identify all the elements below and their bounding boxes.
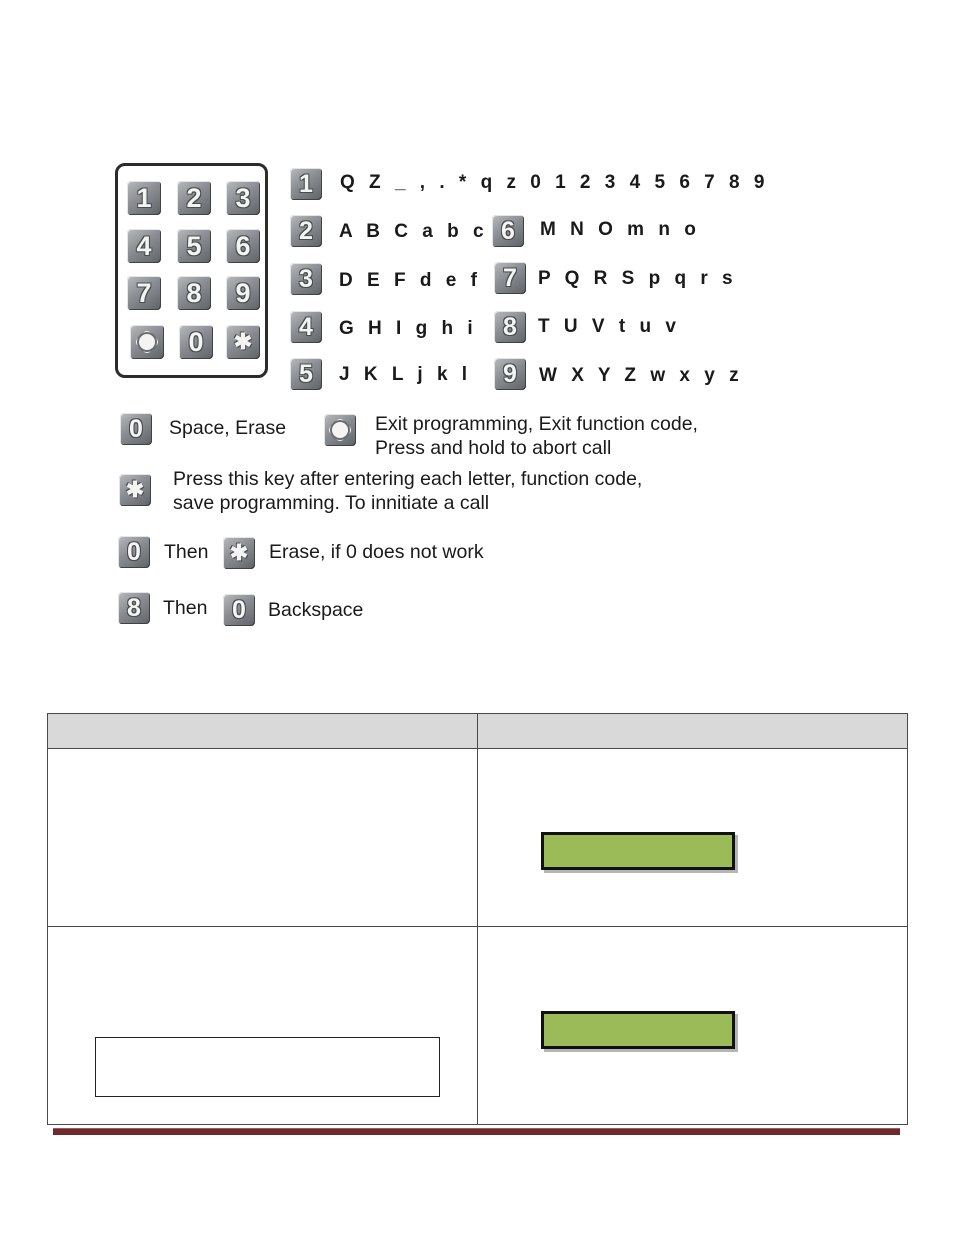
map-key-4: 4 xyxy=(290,311,322,343)
footer-rule xyxy=(53,1128,900,1135)
hash-key-icon: ✱ xyxy=(125,477,145,502)
table-row-1-left xyxy=(48,749,478,927)
combo2-then: Then xyxy=(163,597,208,619)
legend-hash-text-2: save programming. To innitiate a call xyxy=(173,492,490,514)
table-row-1-right xyxy=(478,749,908,927)
key-2[interactable]: 2 xyxy=(177,181,211,215)
map-key-9: 9 xyxy=(494,358,526,390)
combo2-text: Backspace xyxy=(268,599,364,621)
combo1-then: Then xyxy=(164,541,209,563)
key-star[interactable] xyxy=(130,325,164,359)
legend-key-0: 0 xyxy=(120,413,152,445)
key-5[interactable]: 5 xyxy=(177,229,211,263)
key-7[interactable]: 7 xyxy=(127,276,161,310)
key-9[interactable]: 9 xyxy=(226,276,260,310)
map-chars-8: T U V t u v xyxy=(538,316,681,337)
map-chars-2: A B C a b c xyxy=(339,221,489,242)
lcd-display xyxy=(541,1011,735,1049)
hash-key-icon: ✱ xyxy=(229,540,249,565)
table-row-2-right xyxy=(478,927,908,1125)
hash-key-icon: ✱ xyxy=(233,329,253,354)
map-chars-9: W X Y Z w x y z xyxy=(539,365,744,386)
combo2-key-0: 0 xyxy=(223,594,255,626)
text-box xyxy=(95,1037,440,1097)
map-chars-7: P Q R S p q r s xyxy=(538,268,738,289)
legend-key-star xyxy=(324,414,356,446)
map-key-1: 1 xyxy=(290,168,322,200)
legend-hash-text-1: Press this key after entering each letter, function code, xyxy=(173,468,643,490)
table-row-2-left xyxy=(48,927,478,1125)
combo1-key-0: 0 xyxy=(118,536,150,568)
map-chars-3: D E F d e f xyxy=(339,270,482,291)
map-key-8: 8 xyxy=(494,311,526,343)
map-chars-6: M N O m n o xyxy=(540,219,701,240)
combo1-text: Erase, if 0 does not work xyxy=(269,541,484,563)
star-key-icon xyxy=(139,334,155,350)
key-4[interactable]: 4 xyxy=(127,229,161,263)
table-header-right xyxy=(478,714,908,749)
map-chars-1: Q Z _ , . * q z 0 1 2 3 4 5 6 7 8 9 xyxy=(340,172,769,193)
key-3[interactable]: 3 xyxy=(226,181,260,215)
legend-star-text-2: Press and hold to abort call xyxy=(375,437,612,459)
instructions-table xyxy=(47,713,908,1125)
legend-key-hash xyxy=(119,474,151,506)
key-1[interactable]: 1 xyxy=(127,181,161,215)
table-header-left xyxy=(48,714,478,749)
combo1-key-hash xyxy=(223,537,255,569)
key-0[interactable]: 0 xyxy=(179,325,213,359)
star-key-icon xyxy=(332,422,348,438)
map-key-2: 2 xyxy=(290,215,322,247)
combo2-key-8: 8 xyxy=(118,592,150,624)
legend-star-text-1: Exit programming, Exit function code, xyxy=(375,413,698,435)
map-key-7: 7 xyxy=(494,262,526,294)
key-6[interactable]: 6 xyxy=(226,229,260,263)
map-chars-4: G H I g h i xyxy=(339,318,478,339)
map-chars-5: J K L j k l xyxy=(339,364,472,385)
legend-zero-text: Space, Erase xyxy=(169,417,287,439)
map-key-5: 5 xyxy=(290,358,322,390)
key-8[interactable]: 8 xyxy=(177,276,211,310)
map-key-3: 3 xyxy=(290,263,322,295)
key-hash[interactable] xyxy=(226,325,260,359)
map-key-6: 6 xyxy=(492,215,524,247)
lcd-display xyxy=(541,832,735,870)
